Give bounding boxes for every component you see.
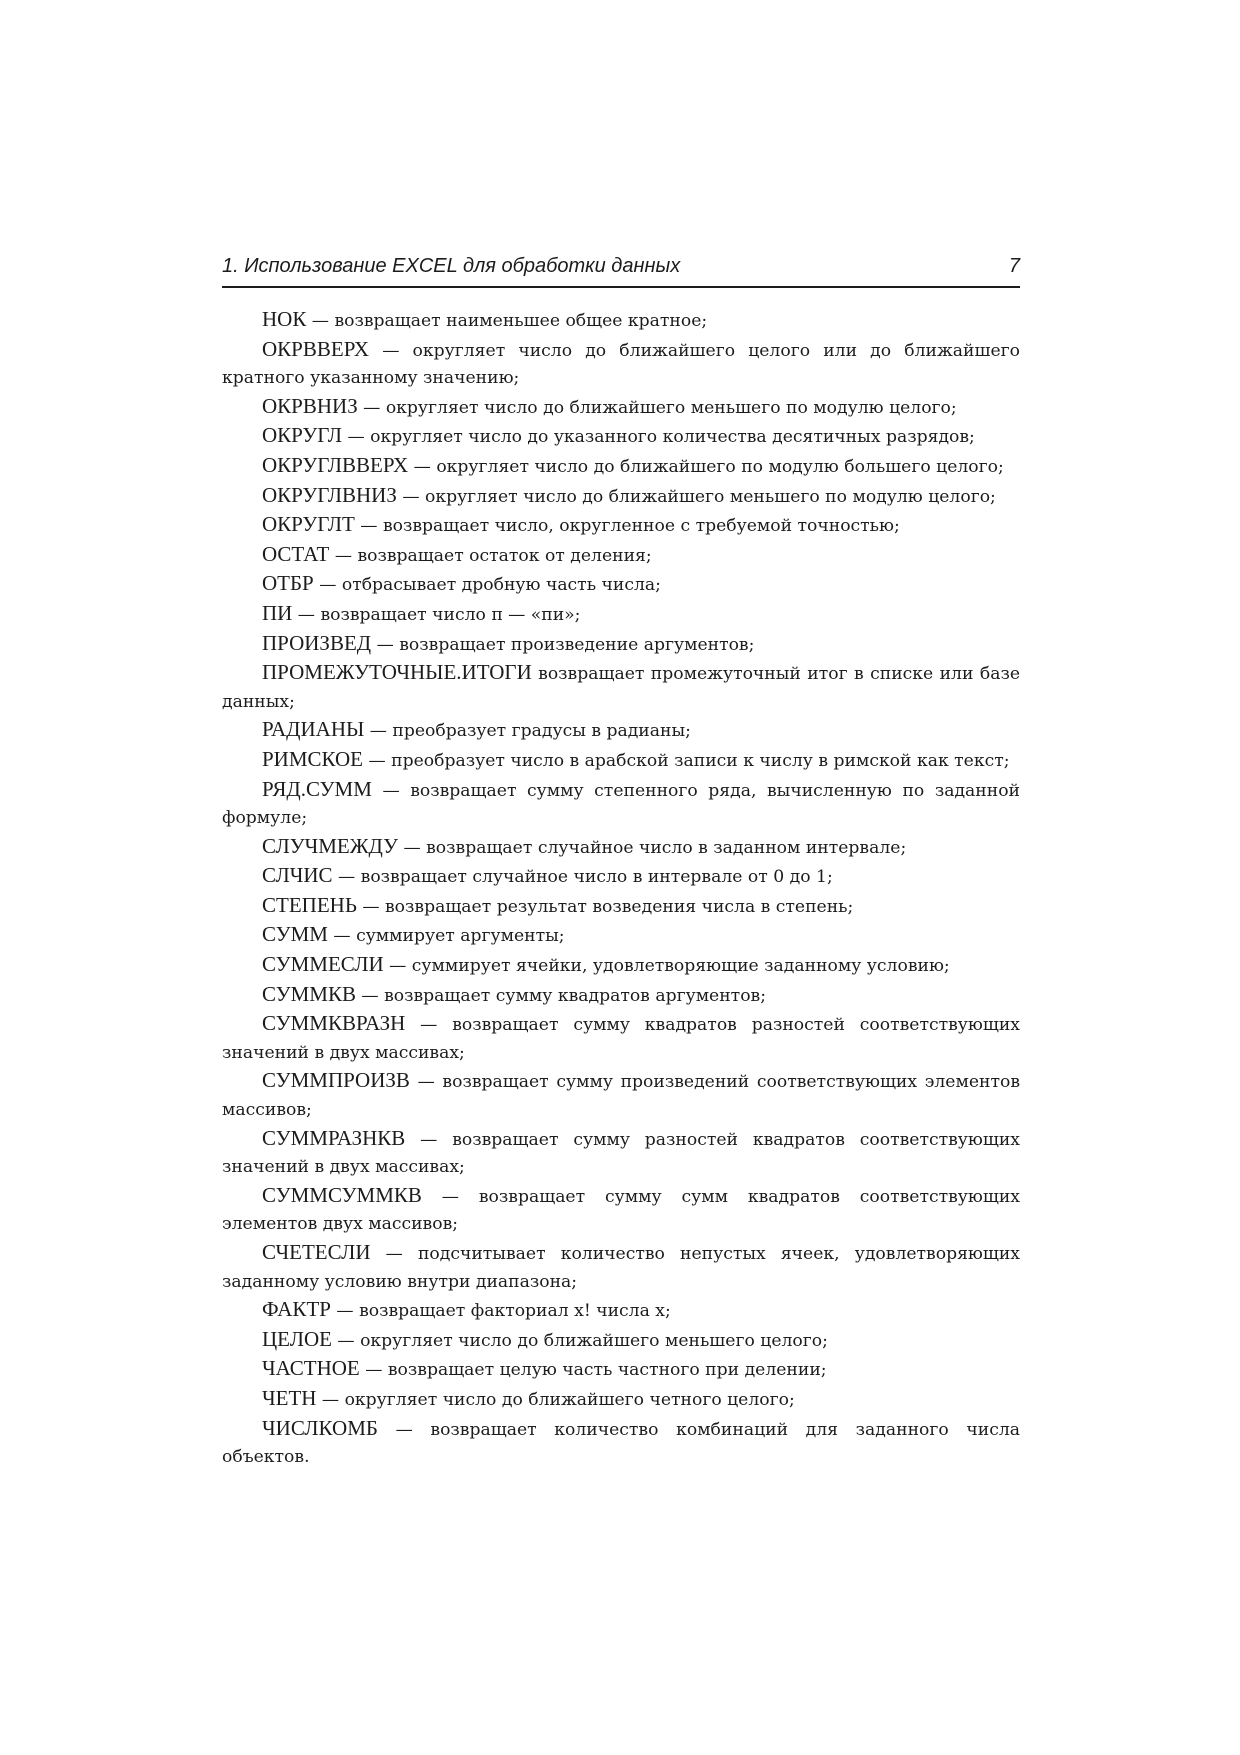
function-description: — возвращает сумму степенного ряда, вычисленную по заданной формуле; [222, 780, 1020, 829]
function-entry [222, 452, 1020, 482]
function-description: — возвращает произведение аргументов; [371, 634, 755, 655]
function-name: ОКРУГЛВНИЗ [262, 482, 397, 507]
function-description: — округляет число до указанного количества десятичных разрядов; [342, 427, 975, 448]
function-description: — возвращает количество комбинаций для заданного числа объектов. [222, 1419, 1020, 1468]
function-description: — возвращает случайное число в заданном интервале; [398, 837, 907, 858]
function-description: — округляет число до ближайшего меньшего по модулю целого; [357, 397, 957, 418]
function-name: ОСТАТ [262, 541, 330, 566]
function-description: — подсчитывает количество непустых ячеек, удовлетворяющих заданному условию внутри диапазона; [222, 1244, 1020, 1292]
function-description: — возвращает сумму разностей квадратов соответствующих значений в двух массивах; [222, 1129, 1020, 1178]
function-name: СТЕПЕНЬ [262, 892, 357, 917]
function-description: — возвращает число, округленное с требуемой точностью; [354, 516, 900, 537]
function-name: ФАКТР [262, 1297, 331, 1322]
function-name: ОТБР [262, 571, 314, 596]
running-title: 1. Использование EXCEL для обработки данных [222, 255, 681, 277]
function-name: СУММРАЗНКВ [262, 1125, 406, 1150]
function-name: НОК [262, 307, 307, 331]
function-name: ОКРУГЛТ [262, 512, 355, 537]
function-name: РИМСКОЕ [262, 746, 364, 771]
function-entry [222, 306, 1020, 336]
function-description: — округляет число до ближайшего по модулю большего целого; [408, 456, 1004, 477]
function-name: ОКРУГЛ [262, 423, 343, 448]
function-entry [222, 951, 1020, 981]
function-entry [222, 776, 1020, 833]
function-name: СУММПРОИЗВ [262, 1068, 410, 1093]
function-entry [222, 1326, 1020, 1356]
function-name: РАДИАНЫ [262, 717, 365, 742]
function-entry [222, 659, 1020, 716]
function-entry [222, 1125, 1020, 1182]
function-description: — округляет число до ближайшего меньшего по модулю целого; [396, 486, 996, 507]
function-entry [222, 600, 1020, 630]
function-name: ОКРВВЕРХ [262, 336, 370, 361]
function-name: РЯД.СУММ [262, 776, 372, 801]
page-header [222, 253, 1020, 288]
function-list [222, 306, 1020, 1472]
function-description: — возвращает целую часть частного при делении; [359, 1360, 827, 1381]
function-entry [222, 1239, 1020, 1296]
function-entry [222, 892, 1020, 922]
function-entry [222, 1010, 1020, 1067]
function-entry [222, 862, 1020, 892]
function-description: — суммирует аргументы; [327, 926, 565, 947]
function-name: ЦЕЛОЕ [262, 1326, 332, 1351]
function-description: — округляет число до ближайшего меньшего целого; [331, 1330, 828, 1351]
function-entry [222, 746, 1020, 776]
function-name: ПРОМЕЖУТОЧНЫЕ.ИТОГИ [262, 660, 532, 685]
function-entry [222, 716, 1020, 746]
function-name: СУММКВ [262, 981, 356, 1006]
function-name: ЧАСТНОЕ [262, 1356, 360, 1381]
function-name: ОКРВНИЗ [262, 393, 358, 418]
function-description: — суммирует ячейки, удовлетворяющие заданному условию; [383, 956, 950, 977]
function-entry [222, 336, 1020, 393]
function-description: — возвращает случайное число в интервале от 0 до 1; [332, 867, 833, 888]
function-name: СУММКВРАЗН [262, 1011, 406, 1036]
function-entry [222, 541, 1020, 571]
function-description: — возвращает сумму квадратов аргументов; [355, 985, 767, 1006]
function-entry [222, 833, 1020, 863]
function-entry [222, 511, 1020, 541]
function-description: — преобразует градусы в радианы; [364, 721, 691, 742]
function-description: — возвращает результат возведения числа в степень; [356, 896, 854, 917]
function-description: — возвращает число π — «пи»; [292, 604, 581, 625]
function-entry [222, 482, 1020, 512]
function-name: СУММЕСЛИ [262, 952, 384, 977]
function-description: — возвращает остаток от деления; [329, 545, 652, 566]
function-entry [222, 1355, 1020, 1385]
function-entry [222, 981, 1020, 1011]
function-name: ЧИСЛКОМБ [262, 1415, 378, 1440]
function-name: ОКРУГЛВВЕРХ [262, 452, 409, 477]
function-description: — преобразует число в арабской записи к числу в римской как текст; [363, 750, 1010, 771]
function-description: — округляет число до ближайшего целого или до ближайшего кратного указанному значению; [222, 340, 1020, 389]
function-description: — округляет число до ближайшего четного целого; [316, 1389, 795, 1410]
function-name: СУММ [262, 922, 328, 947]
function-entry [222, 1182, 1020, 1239]
function-entry [222, 1385, 1020, 1415]
function-description: — возвращает сумму сумм квадратов соответствующих элементов двух массивов; [222, 1186, 1020, 1235]
function-name: СЛЧИС [262, 863, 333, 888]
function-entry [222, 1067, 1020, 1124]
function-name: ПРОИЗВЕД [262, 630, 372, 655]
function-description: — возвращает сумму квадратов разностей соответствующих значений в двух массивах; [222, 1015, 1020, 1063]
function-name: ЧЕТН [262, 1385, 317, 1410]
function-description: — отбрасывает дробную часть числа; [313, 575, 661, 596]
function-entry [222, 921, 1020, 951]
function-description: — возвращает сумму произведений соответствующих элементов массивов; [222, 1072, 1020, 1121]
function-name: СЛУЧМЕЖДУ [262, 833, 399, 858]
function-entry [222, 1415, 1020, 1472]
function-entry [222, 422, 1020, 452]
function-entry [222, 570, 1020, 600]
function-description: возвращает промежуточный итог в списке или базе данных; [222, 664, 1020, 712]
function-name: СЧЕТЕСЛИ [262, 1240, 371, 1264]
function-entry [222, 393, 1020, 423]
function-name: ПИ [262, 600, 293, 625]
function-entry [222, 1296, 1020, 1326]
page-number: 7 [1008, 255, 1020, 277]
function-entry [222, 630, 1020, 660]
function-description: — возвращает факториал x! числа x; [330, 1301, 671, 1322]
function-description: — возвращает наименьшее общее кратное; [306, 311, 708, 331]
function-name: СУММСУММКВ [262, 1182, 422, 1207]
